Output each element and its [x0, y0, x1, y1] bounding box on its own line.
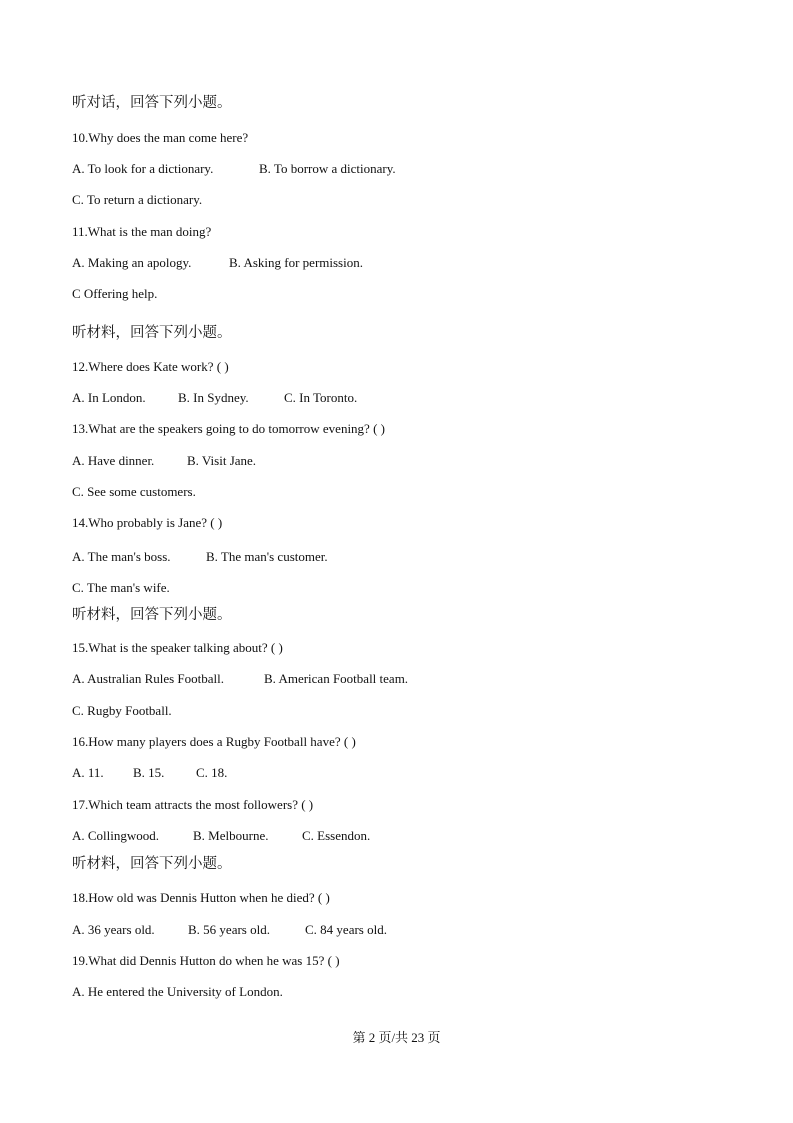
- section-heading: 听对话，回答下列小题。: [72, 95, 232, 111]
- option-a: A. He entered the University of London.: [72, 984, 283, 999]
- option-a: A. Collingwood.: [72, 828, 160, 843]
- option-a: A. Australian Rules Football.: [72, 671, 225, 686]
- options-row: [72, 828, 370, 844]
- options-row: [72, 549, 328, 565]
- option-a: A. 11.: [72, 765, 104, 780]
- options-row: [72, 984, 283, 1000]
- section-heading: 听材料，回答下列小题。: [72, 856, 232, 872]
- option-c: C. In Toronto.: [284, 390, 358, 405]
- option-b: B. To borrow a dictionary.: [259, 161, 396, 176]
- option-a: A. In London.: [72, 390, 146, 405]
- options-row: [72, 484, 196, 500]
- option-b: B. Melbourne.: [193, 828, 269, 843]
- options-row: [72, 922, 387, 938]
- section-heading: 听材料，回答下列小题。: [72, 607, 232, 623]
- question-10: 10.Why does the man come here?: [72, 130, 249, 145]
- question-13: 13.What are the speakers going to do tomorrow evening? ( ): [72, 421, 385, 436]
- options-row: [72, 765, 227, 781]
- options-row: [72, 286, 157, 302]
- options-row: [72, 192, 202, 208]
- option-c: C. The man's wife.: [72, 580, 170, 595]
- option-c: C. 84 years old.: [305, 922, 387, 937]
- option-c: C Offering help.: [72, 286, 158, 301]
- options-row: [72, 390, 357, 406]
- option-b: B. Visit Jane.: [187, 453, 257, 468]
- option-a: A. Have dinner.: [72, 453, 155, 468]
- question-11: 11.What is the man doing?: [72, 224, 212, 239]
- option-a: A. The man's boss.: [72, 549, 171, 564]
- option-a: A. 36 years old.: [72, 922, 155, 937]
- question-14: 14.Who probably is Jane? ( ): [72, 515, 223, 530]
- option-c: C. Essendon.: [302, 828, 371, 843]
- question-18: 18.How old was Dennis Hutton when he died? ( ): [72, 890, 330, 905]
- options-row: [72, 703, 172, 719]
- question-15: 15.What is the speaker talking about? ( ): [72, 640, 283, 655]
- question-19: 19.What did Dennis Hutton do when he was 15? ( ): [72, 953, 340, 968]
- options-row: [72, 453, 256, 469]
- option-c: C. To return a dictionary.: [72, 192, 203, 207]
- option-b: B. The man's customer.: [206, 549, 328, 564]
- section-heading: 听材料，回答下列小题。: [72, 325, 232, 341]
- option-b: B. Asking for permission.: [229, 255, 363, 270]
- option-b: B. In Sydney.: [178, 390, 249, 405]
- options-row: [72, 580, 170, 596]
- option-a: A. Making an apology.: [72, 255, 192, 270]
- question-16: 16.How many players does a Rugby Football have? ( ): [72, 734, 356, 749]
- question-12: 12.Where does Kate work? ( ): [72, 359, 229, 374]
- options-row: [72, 255, 363, 271]
- page-number: 第 2 页/共 23 页: [352, 1030, 441, 1045]
- option-c: C. 18.: [196, 765, 228, 780]
- option-a: A. To look for a dictionary.: [72, 161, 214, 176]
- option-c: C. Rugby Football.: [72, 703, 172, 718]
- option-b: B. 56 years old.: [188, 922, 270, 937]
- option-b: B. American Football team.: [264, 671, 409, 686]
- question-17: 17.Which team attracts the most followers? ( ): [72, 797, 314, 812]
- options-row: [72, 671, 408, 687]
- option-c: C. See some customers.: [72, 484, 196, 499]
- options-row: [72, 161, 396, 177]
- option-b: B. 15.: [133, 765, 165, 780]
